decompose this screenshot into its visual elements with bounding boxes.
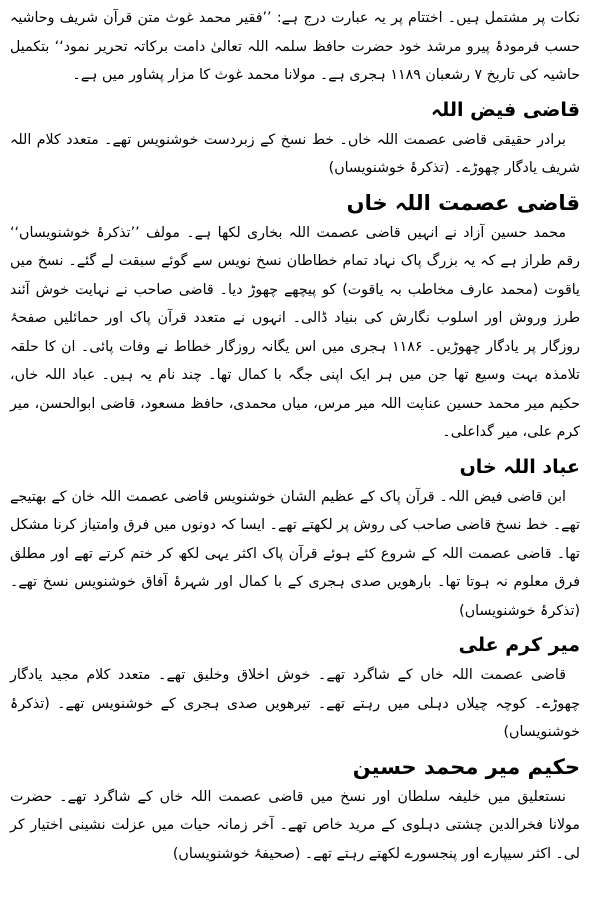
section-body-mir-karam-ali: قاضی عصمت اللہ خاں کے شاگرد تھے۔ خوش اخلاق وخلیق تھے۔ متعدد کلام مجید یادگار چھوڑے۔ کوچہ چیلاں دہلی میں رہتے تھے۔ تیرھویں صدی ہجری کے خوشنویس تھے۔ (تذکرۂ خوشنویساں): [10, 667, 580, 740]
section-title-qazi-faiz-allah: قاضی فیض اللہ: [430, 98, 580, 121]
intro-paragraph: نکات پر مشتمل ہیں۔ اختتام پر یہ عبارت درج ہے: ’’فقیر محمد غوث متن قرآن شریف وحاشیہ حسب فرمودۂ پیرو مرشد خود حضرت حافظ سلمہ اللہ تعالیٰ دامت برکاتہ تحریر نمود‘‘ بتکمیل حاشیہ کی تاریخ ۷ رشعبان ۱۱۸۹ ہجری ہے۔ مولانا محمد غوث کا مزار پشاور میں ہے۔: [10, 10, 580, 83]
section-body-qazi-faiz-allah: برادر حقیقی قاضی عصمت اللہ خاں۔ خط نسخ کے زبردست خوشنویس تھے۔ متعدد کلام اللہ شریف یادگار چھوڑے۔ (تذکرۂ خوشنویساں): [10, 131, 580, 176]
section-title-ibad-allah-khan: عباد اللہ خاں: [459, 455, 580, 478]
section-title-qazi-ismat-allah-khan: قاضی عصمت اللہ خاں: [346, 190, 580, 215]
section-body-ibad-allah-khan: ابن قاضی فیض اللہ۔ قرآن پاک کے عظیم الشان خوشنویس قاضی عصمت اللہ خان کے بھتیجے تھے۔ خط نسخ قاضی صاحب کی روش پر لکھتے تھے۔ ایسا کہ دونوں میں فرق وامتیاز کرنا مشکل تھا۔ قاضی عصمت اللہ کے شروع کئے ہوئے قرآن پاک اکثر یہی لکھ کر ختم کرتے تھے اور مطلق فرق معلوم نہ ہوتا تھا۔ بارھویں صدی ہجری کے با کمال اور شہرۂ آفاق خوشنویس نسخ تھے۔ (تذکرۂ خوشنویساں): [10, 488, 580, 619]
section-title-hakim-mir-muhammad-husain: حکیم میر محمد حسین: [352, 754, 580, 779]
section-body-qazi-ismat-allah-khan: محمد حسین آزاد نے انہیں قاضی عصمت اللہ بخاری لکھا ہے۔ مولف ’’تذکرۂ خوشنویساں‘‘ رقم طراز ہے کہ یہ بزرگ پاک نہاد تمام خطاطان نسخ نویس سے گوئے سبقت لے گئے۔ نسخ میں یاقوت (محمد عارف مخاطب بہ یاقوت) کو پیچھے چھوڑ دیا۔ قاضی صاحب نے نہایت خوش آئند طرز وروش اور اسلوب نگارش کی بنیاد ڈالی۔ انہوں نے متعدد قرآن پاک اور حمائلیں صفحۂ روزگار پر یادگار چھوڑیں۔ ۱۱۸۶ ہجری میں اس یگانہ روزگار خطاط نے وفات پائی۔ ان کا حلقہ تلامذہ بہت وسیع تھا جن میں ہر ایک اپنی جگہ با کمال تھا۔ چند نام یہ ہیں۔ عباد اللہ خاں، حکیم میر محمد حسین عنایت اللہ میر مرس، میاں محمدی، حافظ مسعود، قاضی ابوالحسن، میر کرم علی، میر گداعلی۔: [10, 224, 580, 440]
section-title-mir-karam-ali: میر کرم علی: [458, 634, 580, 656]
section-body-hakim-mir-muhammad-husain: نستعلیق میں خلیفہ سلطان اور نسخ میں قاضی عصمت اللہ خاں کے شاگرد تھے۔ حضرت مولانا فخرالدین چشتی دہلوی کے مرید خاص تھے۔ آخر زمانہ حیات میں عزلت نشینی اختیار کر لی۔ اکثر سیپارے اور پنجسورے لکھتے رہتے تھے۔ (صحیفۂ خوشنویساں): [10, 788, 580, 862]
